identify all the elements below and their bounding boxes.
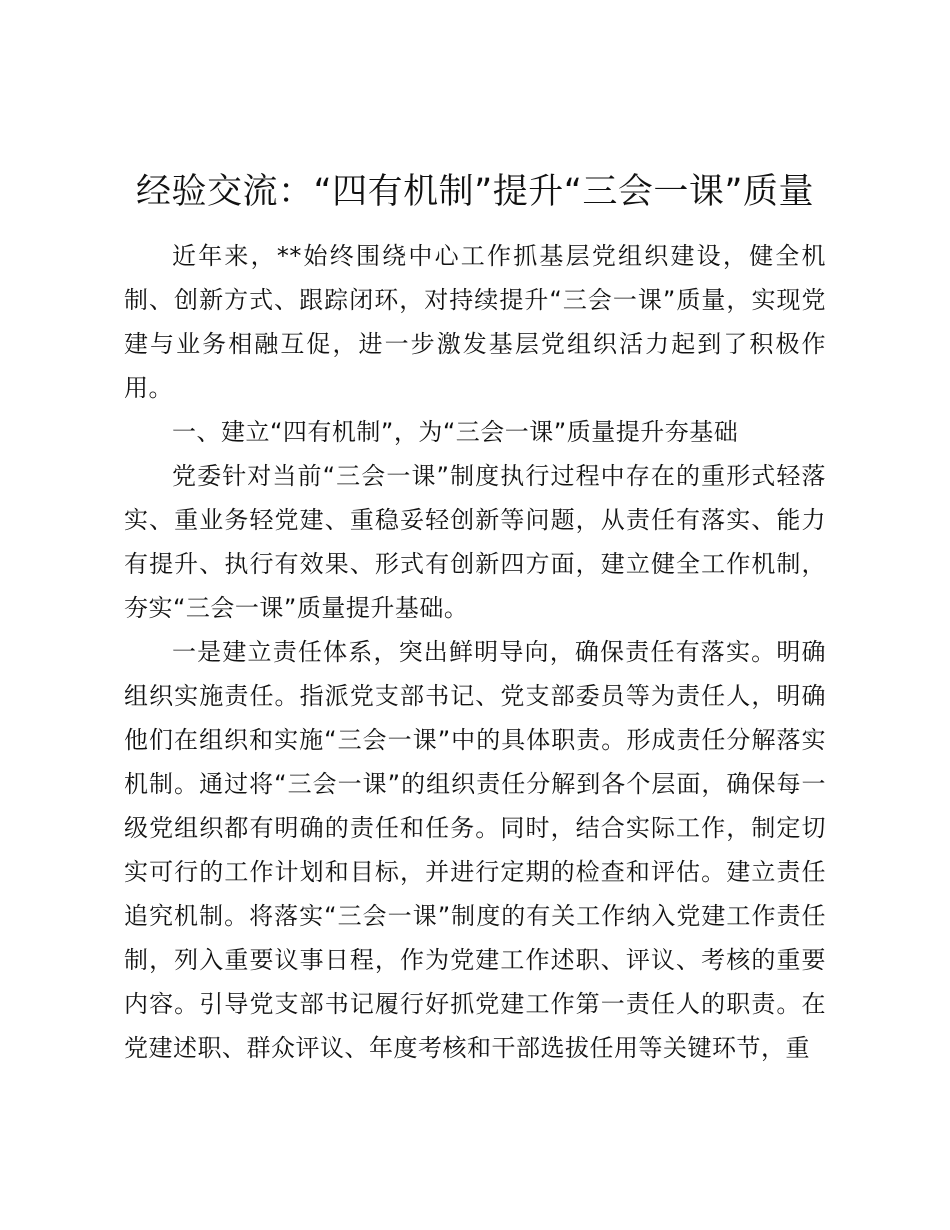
document-title: 经验交流：“四有机制”提升“三会一课”质量 — [135, 172, 815, 212]
section-1-paragraph: 党委针对当前“三会一课”制度执行过程中存在的重形式轻落实、重业务轻党建、重稳妥轻创新等问题，从责任有落实、能力有提升、执行有效果、形式有创新四方面，建立健全工作机制，夯实“三会一课”质量提升基础。 — [124, 462, 826, 622]
responsibility-system-paragraph: 一是建立责任体系，突出鲜明导向，确保责任有落实。明确组织实施责任。指派党支部书记、党支部委员等为责任人，明确他们在组织和实施“三会一课”中的具体职责。形成责任分解落实机制。通过将“三会一课”的组织责任分解到各个层面，确保每一级党组织都有明确的责任和任务。同时，结合实际工作，制定切实可行的工作计划和目标，并进行定期的检查和评估。建立责任追究机制。将落实“三会一课”制度的有关工作纳入党建工作责任制，列入重要议事日程，作为党建工作述职、评议、考核的重要内容。引导党支部书记履行好抓党建工作第一责任人的职责。在党建述职、群众评议、年度考核和干部选拔任用等关键环节，重 — [124, 638, 826, 1062]
section-heading-1: 一、建立“四有机制”，为“三会一课”质量提升夯基础 — [172, 418, 739, 446]
document-body — [124, 234, 826, 1070]
intro-paragraph: 近年来，**始终围绕中心工作抓基层党组织建设，健全机制、创新方式、跟踪闭环，对持续提升“三会一课”质量，实现党建与业务相融互促，进一步激发基层党组织活力起到了积极作用。 — [124, 242, 826, 402]
